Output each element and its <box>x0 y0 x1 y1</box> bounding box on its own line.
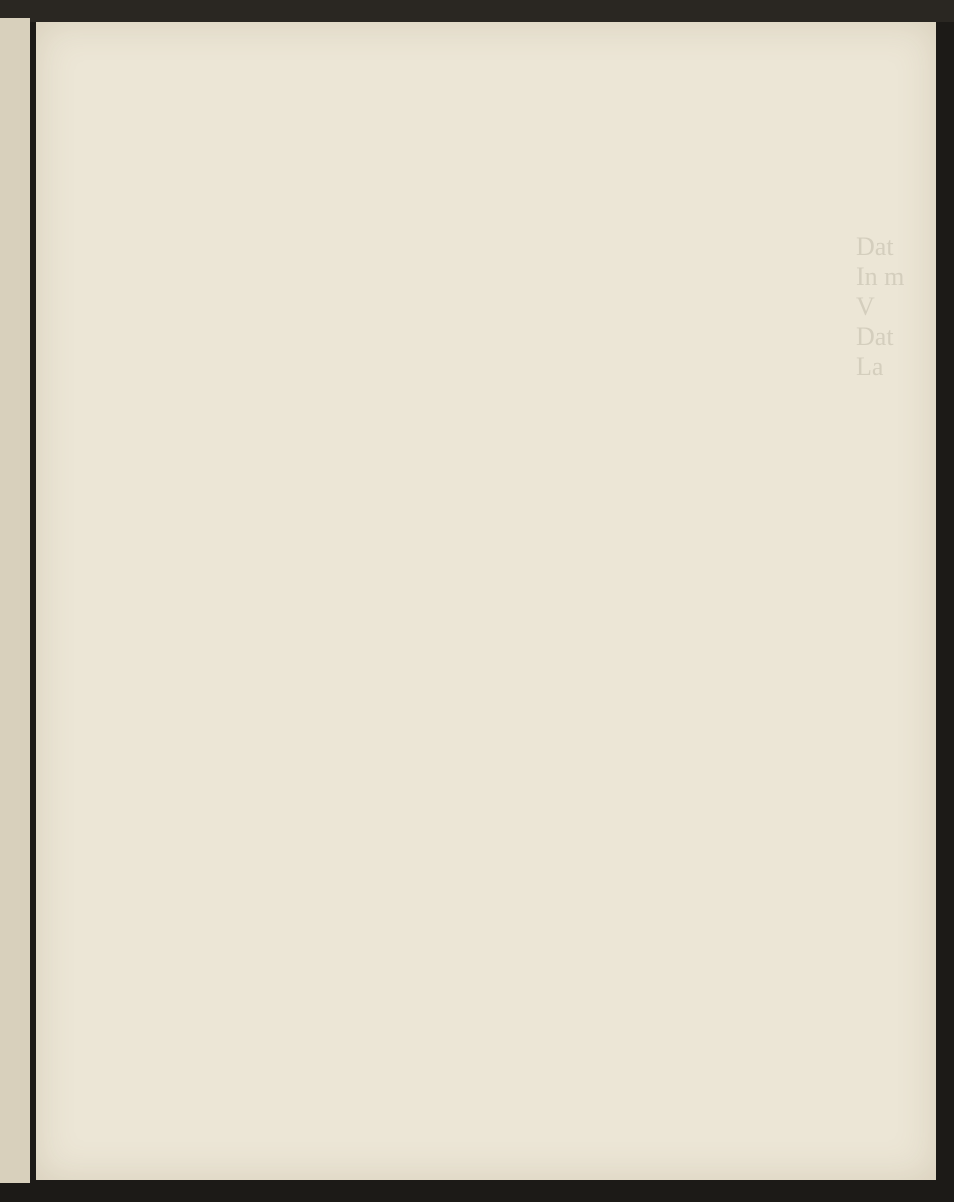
top-gutter <box>0 0 954 22</box>
previous-page-edge <box>0 18 30 1183</box>
book-page <box>36 22 936 1180</box>
show-through-decoration: Dat In m V Dat La <box>856 232 905 381</box>
